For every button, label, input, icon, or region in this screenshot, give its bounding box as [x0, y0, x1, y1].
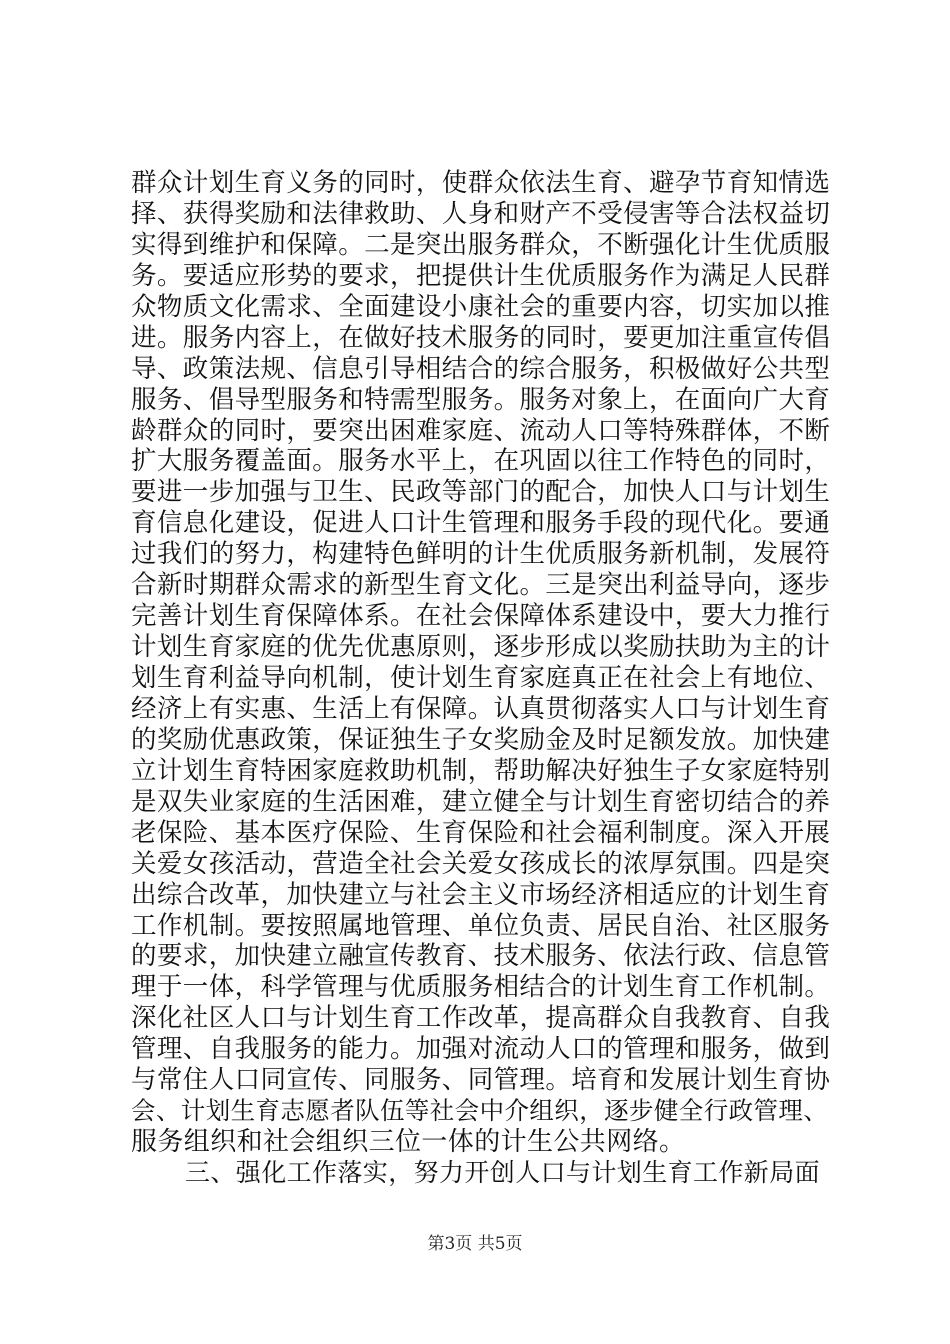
text-line: 实得到维护和保障。二是突出服务群众，不断强化计生优质服: [131, 229, 831, 260]
text-line: 划生育利益导向机制，使计划生育家庭真正在社会上有地位、: [131, 663, 831, 693]
text-line: 会、计划生育志愿者队伍等社会中介组织，逐步健全行政管理、: [131, 1096, 829, 1126]
text-line: 老保险、基本医疗保险、生育保险和社会福利制度。深入开展: [131, 817, 831, 848]
body-text: [131, 168, 831, 1189]
text-line: 工作机制。要按照属地管理、单位负责、居民自治、社区服务: [131, 910, 831, 941]
text-line: 关爱女孩活动，营造全社会关爱女孩成长的浓厚氛围。四是突: [131, 848, 831, 879]
text-line: 育信息化建设，促进人口计生管理和服务手段的现代化。要通: [131, 508, 831, 539]
section-heading: 三、强化工作落实，努力开创人口与计划生育工作新局面: [185, 1158, 821, 1187]
text-line: 与常住人口同宣传、同服务、同管理。培育和发展计划生育协: [131, 1065, 831, 1096]
text-line: 的奖励优惠政策，保证独生子女奖励金及时足额发放。加快建: [131, 724, 831, 755]
text-line: 经济上有实惠、生活上有保障。认真贯彻落实人口与计划生育: [131, 693, 831, 724]
text-line: 完善计划生育保障体系。在社会保障体系建设中，要大力推行: [131, 601, 831, 632]
text-line: 的要求，加快建立融宣传教育、技术服务、依法行政、信息管: [131, 941, 831, 972]
text-line: 要进一步加强与卫生、民政等部门的配合，加快人口与计划生: [131, 477, 831, 508]
text-line: 出综合改革，加快建立与社会主义市场经济相适应的计划生育: [131, 879, 831, 910]
text-line: 务。要适应形势的要求，把提供计生优质服务作为满足人民群: [131, 260, 831, 291]
text-line: 导、政策法规、信息引导相结合的综合服务，积极做好公共型: [131, 353, 831, 384]
text-line: 群众计划生育义务的同时，使群众依法生育、避孕节育知情选: [131, 168, 831, 198]
text-line: 深化社区人口与计划生育工作改革，提高群众自我教育、自我: [131, 1003, 831, 1034]
text-line: 服务组织和社会组织三位一体的计生公共网络。: [131, 1127, 686, 1158]
text-line: 是双失业家庭的生活困难，建立健全与计划生育密切结合的养: [131, 786, 831, 817]
text-line: 合新时期群众需求的新型生育文化。三是突出利益导向，逐步: [131, 570, 831, 601]
text-line: 管理、自我服务的能力。加强对流动人口的管理和服务，做到: [131, 1034, 831, 1065]
text-line: 计划生育家庭的优先优惠原则，逐步形成以奖励扶助为主的计: [131, 632, 831, 663]
text-line: 龄群众的同时，要突出困难家庭、流动人口等特殊群体，不断: [131, 415, 831, 446]
text-line: 立计划生育特困家庭救助机制，帮助解决好独生子女家庭特别: [131, 755, 831, 786]
text-line: 服务、倡导型服务和特需型服务。服务对象上，在面向广大育: [131, 384, 831, 415]
text-line: 众物质文化需求、全面建设小康社会的重要内容，切实加以推: [131, 291, 831, 322]
text-line: 扩大服务覆盖面。服务水平上，在巩固以往工作特色的同时，: [131, 446, 831, 477]
page-footer: 第3页 共5页: [427, 1234, 523, 1254]
text-line: 过我们的努力，构建特色鲜明的计生优质服务新机制，发展符: [131, 539, 831, 570]
text-line: 理于一体，科学管理与优质服务相结合的计划生育工作机制。: [131, 972, 831, 1003]
text-line: 择、获得奖励和法律救助、人身和财产不受侵害等合法权益切: [131, 198, 831, 229]
text-line: 进。服务内容上，在做好技术服务的同时，要更加注重宣传倡: [131, 322, 831, 353]
